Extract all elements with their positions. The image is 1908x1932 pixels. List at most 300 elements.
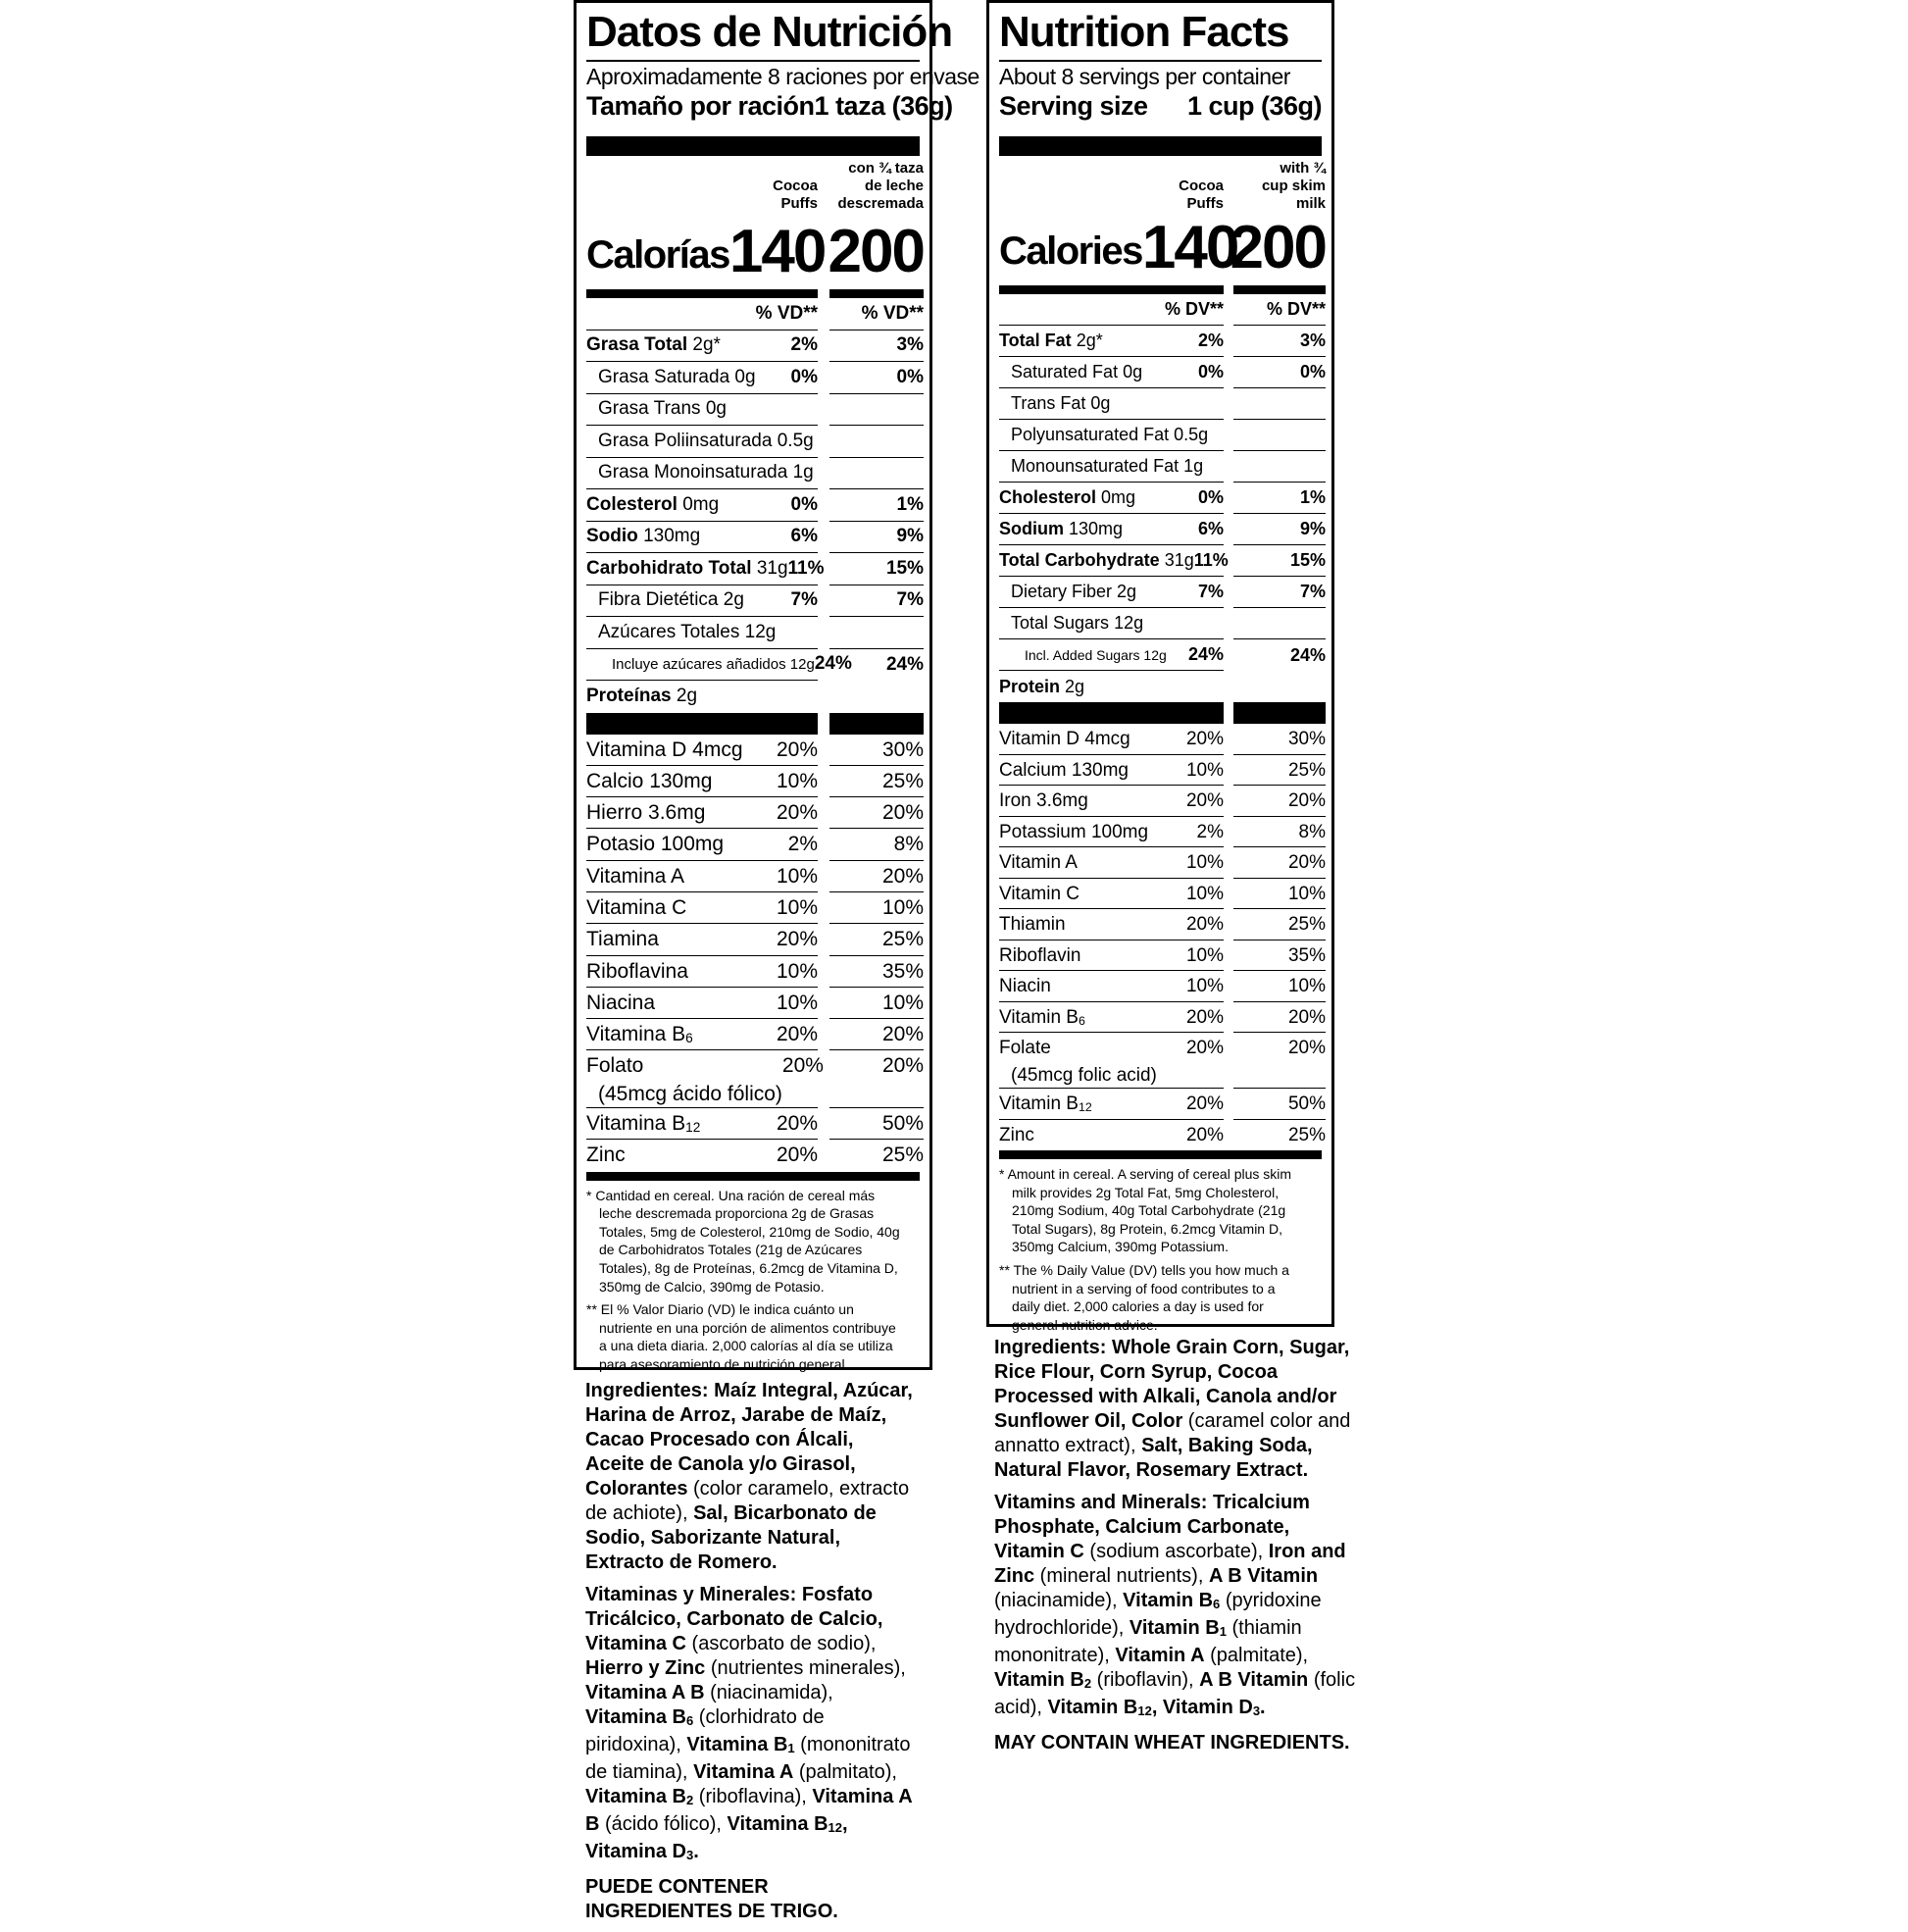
vitamin-dv-with-milk: 50% [1287,1093,1326,1114]
column-header-with-milk [829,156,924,213]
vitamin-row-milk [829,924,924,955]
nutrient-label: Total Fat [999,330,1072,350]
nutrient-row [999,671,1224,702]
nutrient-dv-cereal: 7% [1197,582,1224,601]
vitamin-name [999,1004,1085,1035]
nutrient-dv-with-milk: 3% [1299,330,1326,350]
vitamin-label: Thiamin [999,914,1066,935]
nutrient-amount: 2g [1117,582,1137,601]
vitamin-detail: (45mcg folic acid) [1011,1064,1157,1086]
medium-divider [999,285,1224,294]
footnote-line: a una dieta diaria. 2,000 calorías al día se utiliza [599,1338,893,1354]
nutrient-label: Total Carbohydrate [999,550,1160,570]
vitamin-name [586,768,712,795]
vitamin-row-milk [829,861,924,892]
nutrient-row [999,545,1229,577]
nutrient-row-milk [1233,420,1326,451]
dv-header-row [586,298,818,330]
footnote-line: Totales, 5mg de Colesterol, 210mg de Sodio, 40g [599,1223,900,1240]
nutrient-row-milk [1233,388,1326,420]
vitamin-label: Riboflavina [586,959,688,983]
vitamin-name [586,799,705,827]
nutrient-row-milk [1233,577,1326,608]
vitamin-row [586,1140,818,1171]
nutrient-row-milk [829,426,924,458]
vitamin-row [999,817,1224,848]
vitamin-name [999,819,1148,846]
nutrient-label: Grasa Monoinsaturada [598,462,788,483]
vitamin-dv-cereal: 20% [776,928,818,951]
nutrient-label: Saturated Fat [1011,362,1119,381]
nutrient-name [999,519,1123,539]
vitamin-name [586,894,686,922]
thick-divider [586,136,920,156]
vitamin-row-milk [829,766,924,797]
nutrient-amount: 12g [1114,613,1144,633]
vitamin-row [586,861,818,892]
vitamin-dv-cereal: 10% [776,991,818,1014]
nutrient-row [586,649,852,682]
serving-size-value: 1 taza (36g) [814,91,953,121]
nutrient-amount: 0mg [682,493,720,515]
serving-size [999,91,1322,121]
vitamin-label: Vitamin B [999,1006,1079,1028]
nutrient-dv-with-milk: 3% [896,334,924,356]
column-header-cereal [586,156,818,213]
vitamin-label: Niacina [586,991,656,1014]
vitamin-dv-with-milk: 8% [893,833,924,856]
nutrient-row [586,617,818,649]
medium-divider [829,289,924,298]
vitamin-dv-cereal: 10% [1185,944,1224,966]
vitamin-label: Zinc [586,1144,626,1167]
nutrient-name [999,677,1084,697]
vitamin-name [586,1110,700,1142]
servings-per-container: Aproximadamente 8 raciones por envase [586,64,979,89]
vitamin-dv-cereal: 20% [1185,1093,1224,1114]
nutrient-label: Protein [999,676,1061,696]
vitamin-name [586,737,743,764]
nutrient-amount: 0mg [1101,487,1136,507]
nutrient-row [586,585,818,618]
footnote-line: nutrient in a serving of food contributes to a [1012,1280,1276,1296]
vitamin-dv-with-milk: 25% [1287,1124,1326,1145]
nutrient-label: Polyunsaturated Fat [1011,425,1170,444]
vitamin-row-milk [1233,1089,1326,1120]
vitamin-name [999,881,1080,908]
vitamin-name [586,831,724,858]
vitamin-row [586,797,818,829]
vitamin-subscript: 12 [685,1120,701,1136]
calories-label: Calorías [586,233,729,277]
calories-row-milk [1230,213,1326,281]
ingredients-label: Ingredientes: [585,1380,709,1401]
nutrition-panel-spanish [574,0,979,1372]
nutrient-row [586,522,818,554]
vitamin-dv-cereal: 20% [1185,1038,1224,1058]
column-header-line: descremada [837,195,924,212]
nutrient-row-milk [1233,326,1326,357]
nutrient-row [586,681,818,713]
nutrient-label: Trans Fat [1011,393,1086,413]
footnote-line: 350mg Calcium, 390mg Potassium. [1012,1239,1229,1255]
vitamin-row-milk [1233,941,1326,972]
nutrient-row [999,608,1224,639]
vitamin-row-milk [1233,1002,1326,1034]
vitamin-dv-cereal: 20% [776,801,818,825]
column-header-line: de leche [864,178,924,194]
nutrient-name [999,647,1167,663]
nutrient-row [586,426,818,458]
vitamin-row-milk [1233,971,1326,1002]
serving-size [586,91,953,121]
nutrient-dv-cereal: 2% [1197,330,1224,350]
vitamin-dv-cereal: 10% [776,769,818,792]
vitamin-dv-cereal: 10% [1185,759,1224,781]
vitamin-label: Zinc [999,1124,1034,1145]
vitamin-label: Vitamina C [586,895,687,919]
vitamin-row-milk [1233,817,1326,848]
column-header-line: Puffs [1186,195,1224,212]
nutrient-dv-with-milk: 9% [1299,519,1326,538]
calories-value-cereal: 140 [1141,214,1238,281]
vitamin-label: Iron 3.6mg [999,790,1088,811]
vitamin-row-milk [829,1050,924,1108]
allergen-warning-2: INGREDIENTES DE TRIGO. [585,1900,838,1922]
nutrient-dv-cereal: 0% [790,366,818,387]
panel-title: Nutrition Facts [999,5,1322,62]
nutrient-label: Azúcares Totales [598,621,740,642]
nutrient-amount: 130mg [643,526,701,547]
calories-value-cereal: 140 [728,218,826,285]
dv-header: % DV** [1266,299,1326,319]
vitamin-label: Folate [999,1038,1051,1058]
footnote-line: Totales), 8g de Proteínas, 6.2mcg de Vitamina D, [599,1260,898,1277]
nutrient-label: Proteínas [586,686,672,707]
vitamin-row-milk [829,829,924,860]
vitamin-dv-with-milk: 35% [881,959,924,983]
vitamin-row-milk [1233,879,1326,910]
column-header-cereal [999,156,1224,213]
vitamin-dv-cereal: 10% [776,895,818,919]
vitamin-name [586,1142,626,1169]
nutrient-amount: 31g [1164,550,1194,570]
vitamin-row [999,879,1224,910]
vitamin-name [999,1035,1157,1089]
vitamin-dv-cereal: 10% [776,959,818,983]
vitamin-row-milk [1233,847,1326,879]
vitamin-dv-cereal: 10% [1185,852,1224,873]
vitamin-row [999,786,1224,817]
column-header-line: Cocoa [773,178,818,194]
nutrient-dv-with-milk: 15% [1289,550,1326,570]
vitamin-dv-with-milk: 20% [1287,852,1326,873]
nutrient-name [586,686,697,707]
nutrient-row [586,553,825,585]
nutrient-row [999,514,1224,545]
vitamin-label: Potasio 100mg [586,833,725,856]
calories-row [999,213,1238,281]
vitamin-row [586,829,818,860]
nutrient-amount: 0g [705,398,727,420]
column-header-line: con ¾ taza [848,160,924,177]
vitamin-dv-cereal: 2% [787,833,818,856]
vitamin-row [999,941,1224,972]
ingredients-label: Ingredients: [994,1337,1107,1358]
vitamin-dv-with-milk: 25% [1287,914,1326,935]
serving-size-label: Serving size [999,91,1148,121]
vitamin-row-milk [1233,786,1326,817]
vitamin-name [999,757,1129,785]
footnote-line: leche descremada proporciona 2g de Grasas [599,1205,875,1222]
vitamin-row [586,988,818,1019]
column-header-line: Cocoa [1179,178,1224,194]
nutrition-panel-english [986,0,1334,1333]
footnote-line: general nutrition advice. [1012,1316,1158,1333]
calories-label: Calories [999,229,1142,273]
footnote-line: 350mg de Calcio, 390mg de Potasio. [599,1278,825,1295]
nutrient-name [586,494,719,516]
footnote-line: * Cantidad en cereal. Una ración de cereal más [586,1187,876,1203]
nutrient-dv-cereal: 2% [790,334,818,356]
vitamin-dv-with-milk: 20% [881,1023,924,1046]
nutrient-row [999,420,1224,451]
vitamin-row [999,971,1224,1002]
column-header-line: with ¾ [1280,160,1326,177]
column-header-line: Puffs [780,195,818,212]
nutrient-label: Fibra Dietética [598,589,719,611]
vitamin-dv-cereal: 20% [1185,1124,1224,1145]
nutrient-amount: 0g [1090,393,1111,413]
serving-size-label: Tamaño por ración [586,91,815,121]
vitamin-row-milk [829,956,924,988]
nutrient-name [586,334,721,356]
nutrient-amount: 1g [1183,456,1204,476]
nutrient-amount: 0g [734,366,756,387]
servings-per-container: About 8 servings per container [999,64,1290,89]
vitamin-dv-with-milk: 30% [1287,729,1326,749]
ingredients-english: Ingredients: Whole Grain Corn, Sugar, Rice Flour, Corn Syrup, Cocoa Processed with Alkali, Canola and/or Sunflower Oil, Color (caramel color and annatto extract), Salt, Baking Soda, Natural Flavor, Rosemary Extract. Vitamins and Minerals: Tricalcium Phosphate, Calcium Carbonate, Vitamin C (sodium ascorbate), Iron and Zinc (mineral nutrients), A B Vitamin (niacinamide), Vitamin $B_6$ (pyridoxine hydrochloride), Vitamin $B_1$ (thiamin mononitrate), Vitamin A (palmitate), Vitamin $B_2$ (riboflavin), A B Vitamin (folic acid), Vitamin $B_{12}$, Vitamin $D_3$. MAY CONTAIN WHEAT INGREDIENTS. [994,1337,1356,1754]
vitamin-name [586,926,659,953]
nutrient-dv-with-milk: 1% [1299,487,1326,507]
vitamin-label: Vitamina A [586,864,685,888]
nutrient-name [999,550,1194,571]
nutrient-row-milk [1233,545,1326,577]
bottom-divider [586,1172,920,1181]
nutrient-row-milk [829,649,924,682]
vitamin-dv-with-milk: 25% [1287,759,1326,781]
nutrient-dv-cereal: 24% [814,653,852,675]
vitamin-label: Potassium 100mg [999,821,1149,842]
vitamin-dv-cereal: 20% [1185,1006,1224,1028]
nutrient-dv-with-milk: 7% [1299,582,1326,601]
column-header-line: cup skim [1261,178,1326,194]
nutrient-label: Total Sugars [1011,613,1110,633]
vitamin-name [999,942,1080,970]
medium-divider [1233,285,1326,294]
vitamin-row [999,1120,1224,1151]
nutrient-name [586,462,814,483]
dv-header: % DV** [1164,299,1224,319]
vitamin-dv-cereal: 20% [776,737,818,761]
calories-value-with-milk: 200 [1230,214,1326,281]
footnote-line: de Carbohidratos Totales (21g de Azúcares [599,1242,863,1258]
nutrient-name [999,425,1208,445]
vitamin-dv-cereal: 20% [1185,790,1224,811]
nutrient-label: Incluye azúcares añadidos 12g [612,655,815,673]
nutrient-row-milk [829,681,924,713]
thick-divider [829,713,924,735]
vitamin-dv-with-milk: 25% [881,1144,924,1167]
nutrient-row [999,639,1224,671]
nutrient-row-milk [1233,639,1326,671]
vitamin-row [999,755,1224,787]
nutrient-amount: 0g [1123,362,1143,381]
vitamin-row [999,1089,1224,1120]
vitamin-row-milk [1233,724,1326,755]
vitamin-row-milk [1233,1033,1326,1089]
nutrient-row-milk [1233,451,1326,483]
vitamin-row [586,1019,818,1050]
vitamin-dv-with-milk: 25% [881,928,924,951]
vitamin-dv-with-milk: 30% [881,737,924,761]
nutrient-name [999,456,1203,477]
nutrient-name [586,526,700,547]
nutrient-name [999,487,1135,508]
footnote-line: ** El % Valor Diario (VD) le indica cuánto un [586,1301,854,1318]
nutrient-row-milk [829,585,924,618]
nutrient-row [586,458,818,490]
vitamin-row-milk [1233,909,1326,941]
nutrient-amount: 130mg [1069,519,1124,538]
vitamin-label: Folato [586,1054,644,1078]
vitamin-row [999,724,1224,755]
vitamin-row [586,1050,824,1108]
vitamin-row-milk [829,1019,924,1050]
nutrient-row [999,357,1224,388]
vitamin-dv-cereal: 20% [776,1023,818,1046]
thick-divider [999,702,1224,724]
nutrient-dv-cereal: 11% [787,557,825,579]
vitamin-name [999,1091,1092,1121]
nutrient-name [586,656,815,673]
vitamin-label: Riboflavin [999,944,1081,966]
footnote-line: ** The % Daily Value (DV) tells you how much a [999,1261,1289,1278]
vitamin-row-milk [829,735,924,766]
nutrient-row-milk [1233,357,1326,388]
vitamin-row [999,1033,1224,1089]
vitamin-row [999,1002,1224,1034]
vitamin-dv-with-milk: 20% [1287,1006,1326,1028]
panel-title: Datos de Nutrición [586,5,920,62]
nutrient-row [586,489,818,522]
nutrient-dv-with-milk: 24% [885,653,924,675]
nutrient-row-milk [829,362,924,394]
nutrient-amount: 0.5g [1174,425,1209,444]
vitamin-dv-with-milk: 50% [881,1112,924,1136]
vitamin-subscript: 12 [1078,1099,1092,1114]
nutrient-row-milk [829,330,924,363]
vitamin-row [999,909,1224,941]
nutrient-row [999,577,1224,608]
nutrient-amount: 12g [744,621,777,642]
vitamin-row-milk [829,1140,924,1171]
thick-divider [586,713,818,735]
footnotes [586,1187,920,1374]
nutrient-name [999,362,1142,382]
nutrient-amount: 2g [676,686,698,707]
nutrient-dv-cereal: 0% [1197,362,1224,381]
vitamin-name [999,726,1130,753]
vitamin-name [586,863,684,890]
nutrient-amount: 0.5g [777,430,814,451]
nutrient-amount: 2g [1065,676,1085,696]
vitamin-dv-cereal: 2% [1196,821,1224,842]
nutrient-dv-cereal: 7% [790,589,818,611]
nutrient-label: Sodium [999,519,1064,538]
vitamin-label: Vitamin B [999,1093,1079,1114]
thick-divider [1233,702,1326,724]
calories-row-milk [829,213,924,283]
vitamin-dv-cereal: 20% [776,1144,818,1167]
nutrient-row [586,362,818,394]
nutrient-row-milk [1233,608,1326,639]
vitamin-label: Vitamin C [999,883,1080,904]
vitamin-dv-with-milk: 20% [881,801,924,825]
vitamin-label: Vitamina D 4mcg [586,737,743,761]
vitamin-subscript: 6 [1078,1013,1085,1028]
nutrient-label: Sodio [586,526,638,547]
nutrient-dv-cereal: 6% [1197,519,1224,538]
vitamin-row [586,892,818,924]
nutrient-name [586,367,756,388]
vitamin-row-milk [829,988,924,1019]
vitamin-dv-with-milk: 20% [881,1054,924,1078]
nutrient-label: Grasa Total [586,334,688,356]
nutrient-dv-with-milk: 1% [896,493,924,515]
column-header-with-milk [1233,156,1326,213]
nutrient-row-milk [829,458,924,490]
bottom-divider [999,1150,1322,1159]
vitamin-dv-with-milk: 20% [881,864,924,888]
allergen-warning: MAY CONTAIN WHEAT INGREDIENTS. [994,1731,1350,1754]
footnote-line: para asesoramiento de nutrición general. [599,1356,849,1372]
vitamin-dv-with-milk: 10% [881,991,924,1014]
nutrient-row-milk [829,617,924,649]
vitamin-row-milk [1233,1120,1326,1151]
allergen-warning-1: PUEDE CONTENER [585,1875,769,1898]
nutrient-row-milk [829,489,924,522]
nutrient-dv-cereal: 6% [790,526,818,547]
nutrient-dv-with-milk: 15% [885,557,924,579]
footnotes [999,1165,1322,1334]
nutrient-name [586,398,727,420]
footnote-line: 210mg Sodium, 40g Total Carbohydrate (21g [1012,1202,1286,1219]
nutrient-label: Incl. Added Sugars 12g [1025,646,1167,663]
vitamin-dv-cereal: 20% [776,1112,818,1136]
nutrient-label: Grasa Poliinsaturada [598,430,773,451]
footnote-line: * Amount in cereal. A serving of cereal plus skim [999,1166,1292,1182]
nutrient-dv-cereal: 0% [1197,487,1224,507]
vitamin-row-milk [829,1108,924,1140]
vitamin-name [999,911,1066,939]
thick-divider [999,136,1322,156]
vitamin-name [999,973,1051,1000]
nutrient-dv-with-milk: 0% [896,366,924,387]
nutrient-amount: 2g* [692,334,721,356]
dv-header-row [829,298,924,330]
nutrient-name [999,582,1136,602]
